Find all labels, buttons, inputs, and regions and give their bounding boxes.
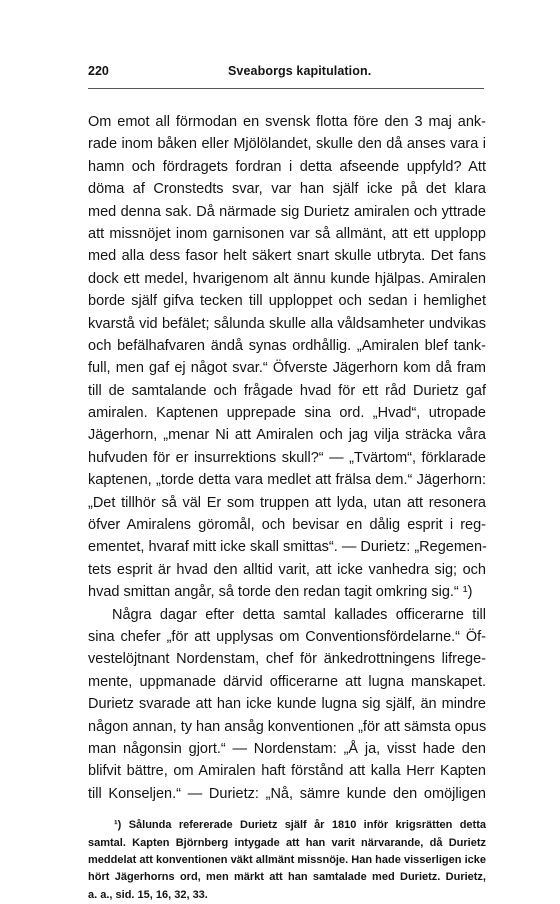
footnote-line: meddelat att konventionen väkt allmänt missnöje. Han hade visserligen icke [88, 853, 486, 866]
text-line: döma af Cronstedts svar, var han själf icke på det klara [88, 181, 486, 198]
text-line: amiralen. Kaptenen upprepade sina ord. „Hvad“, utropade [88, 405, 486, 422]
text-line: att missnöjet inom garnisonen var så allmänt, att ett upplopp [88, 225, 486, 242]
text-line: hamn och fördragets fordran i detta afseende uppfyld? Att [88, 158, 486, 175]
book-page [88, 62, 486, 904]
text-line: borde själf gifva tecken till upploppet och sedan i hemlighet [88, 293, 486, 310]
text-line: full, men gaf ej något svar.“ Öfverste Jägerhorn kom då fram [88, 360, 486, 377]
footnote-line: a. a., sid. 15, 16, 32, 33. [88, 888, 208, 901]
page-number: 220 [88, 64, 109, 78]
header-rule [88, 88, 484, 89]
text-line: öfver Amiralens göromål, och bevisar en dålig esprit i reg- [88, 517, 486, 534]
text-line: och befälhafvaren ändå synas ordhållig. „Amiralen blef tank- [88, 337, 486, 354]
text-line: blifvit bättre, om Amiralen haft förstånd att kalla Herr Kapten [88, 763, 486, 780]
text-line: dock ett medel, hvarigenom alt ännu kunde hjälpas. Amiralen [88, 270, 486, 287]
running-title: Sveaborgs kapitulation. [228, 64, 372, 78]
text-line: Några dagar efter detta samtal kallades officerarne till [112, 606, 486, 623]
text-line: hvad smittan angår, så torde den redan tagit omkring sig.“ ¹) [88, 584, 473, 601]
footnotes [88, 817, 486, 904]
text-line: sina chefer „för att upplysas om Conventionsfördelarne.“ Öf- [88, 628, 486, 645]
text-line: till de samtalande och frågade hvad för ett råd Durietz gaf [88, 382, 486, 399]
body-text [88, 111, 486, 805]
text-line: vestelöjtnant Nordenstam, chef för änkedrottningens lifrege- [88, 651, 486, 668]
text-line: med alla dess fasor helt säkert snart skulle utbryta. Det fans [88, 248, 486, 265]
footnote-line: ¹) Sålunda refererade Durietz själf år 1810 inför krigsrätten detta [114, 819, 486, 832]
text-line: „Det tillhör så väl Er som truppen att lyda, utan att resonera [88, 494, 486, 511]
text-line: tets esprit är hvad den alltid varit, att icke vanhedra sig; och [88, 561, 486, 578]
text-line: mente, uppmanade därvid officerarne att lugna manskapet. [88, 673, 486, 690]
text-line: hufvuden för er insurrektions skull?“ — „Tvärtom“, förklarade [88, 449, 486, 466]
text-line: kaptenen, „torde detta vara medlet att frälsa dem.“ Jägerhorn: [88, 472, 486, 489]
text-line: någon annan, ty han ansåg konventionen „för att sämsta opus [88, 718, 487, 735]
page-header [88, 62, 486, 82]
footnote-line: samtal. Kapten Björnberg intygade att han varit närvarande, då Durietz [88, 836, 486, 849]
text-line: Durietz svarade att han icke kunde lugna sig själf, än mindre [88, 696, 486, 713]
footnote-line: hört Jägerhorns ord, men märkt att han samtalade med Durietz. Durietz, [88, 871, 486, 884]
text-line: man någonsin gjort.“ — Nordenstam: „Å ja, visst hade den [88, 740, 486, 757]
text-line: rade inom båken eller Mjölölandet, skulle den då anses vara i [88, 136, 486, 153]
text-line: Om emot all förmodan en svensk flotta före den 3 maj ank- [88, 114, 486, 130]
text-line: ementet, hvaraf mitt icke skall smittas“. — Durietz: „Regemen- [88, 539, 487, 556]
text-line: till Konseljen.“ — Durietz: „Nå, sämre kunde den omöjligen [88, 785, 486, 802]
text-line: med denna sak. Då närmade sig Durietz amiralen och yttrade [88, 203, 486, 220]
text-line: Jägerhorn, „menar Ni att Amiralen och jag vilja sträcka våra [88, 427, 486, 444]
text-line: kvarstå vid befälet; sålunda skulle alla våldsamheter undvikas [88, 315, 486, 332]
